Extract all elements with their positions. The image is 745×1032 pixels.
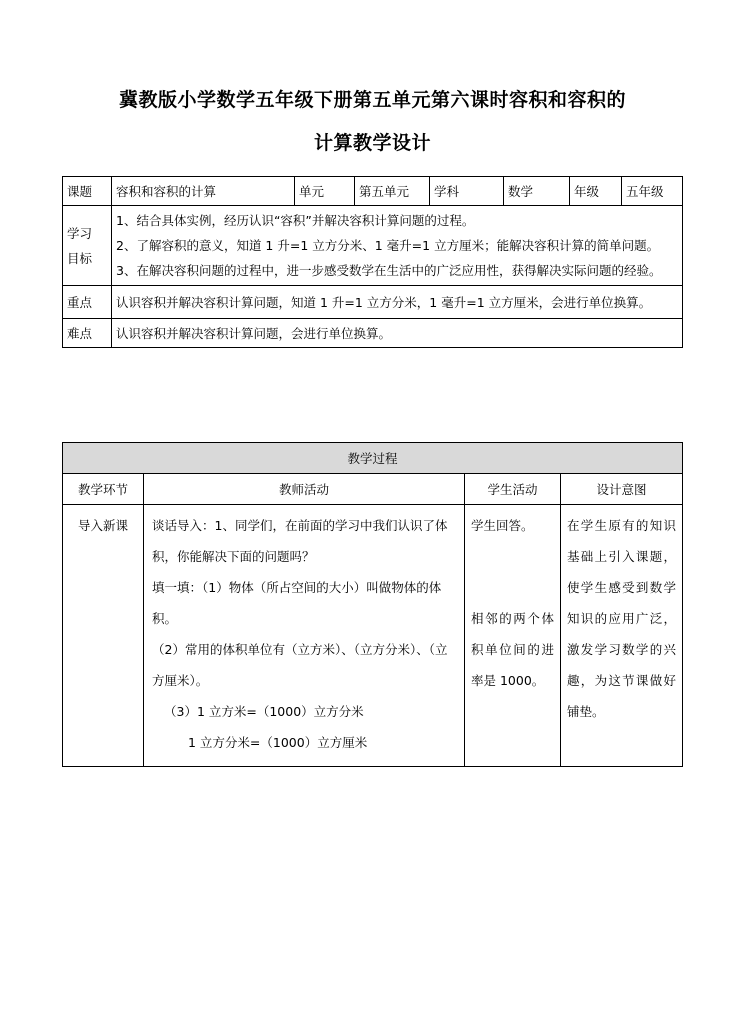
topic-value: 容积和容积的计算 <box>112 177 295 206</box>
teacher-paragraph: （2）常用的体积单位有（立方米）、（立方分米）、（立方厘米）。 <box>152 642 448 688</box>
teacher-paragraph: 1 立方分米=（1000）立方厘米 <box>188 735 368 750</box>
student-paragraph: 学生回答。 <box>471 518 534 533</box>
info-row-key <box>63 286 683 319</box>
goals-value <box>112 206 683 286</box>
teaching-process-table <box>62 442 683 767</box>
info-row-difficulty <box>63 319 683 348</box>
subject-label: 学科 <box>430 177 504 206</box>
info-row-goals <box>63 206 683 286</box>
student-activity-cell <box>465 505 561 767</box>
column-header-student: 学生活动 <box>465 474 561 505</box>
goal-item: 1、结合具体实例，经历认识“容积”并解决容积计算问题的过程。 <box>116 213 475 228</box>
difficulty-value: 认识容积并解决容积计算问题，会进行单位换算。 <box>112 319 683 348</box>
goals-label-line-2: 目标 <box>67 250 93 266</box>
topic-label: 课题 <box>63 177 112 206</box>
teacher-paragraph: 填一填：（1）物体（所占空间的大小）叫做物体的体积。 <box>152 580 442 626</box>
goals-label-line-1: 学习 <box>67 225 93 241</box>
teacher-activity-cell <box>144 505 465 767</box>
key-value: 认识容积并解决容积计算问题，知道 1 升=1 立方分米，1 毫升=1 立方厘米，会进行单位换算。 <box>112 286 683 319</box>
process-row-intro <box>63 505 683 767</box>
document-title-line-2: 计算教学设计 <box>313 132 431 154</box>
teacher-paragraph: 谈话导入：1、同学们，在前面的学习中我们认识了体积，你能解决下面的问题吗？ <box>152 518 448 564</box>
design-intent-cell <box>561 505 683 767</box>
unit-label: 单元 <box>295 177 355 206</box>
unit-value: 第五单元 <box>355 177 430 206</box>
info-row-topic <box>63 177 683 206</box>
process-column-headers <box>63 474 683 505</box>
column-header-step: 教学环节 <box>63 474 144 505</box>
difficulty-label: 难点 <box>63 319 112 348</box>
lesson-info-table <box>62 176 683 348</box>
step-cell: 导入新课 <box>63 505 144 767</box>
grade-value: 五年级 <box>622 177 683 206</box>
teacher-paragraph: （3）1 立方米=（1000）立方分米 <box>164 704 364 719</box>
process-header: 教学过程 <box>63 443 683 474</box>
goal-item: 2、了解容积的意义，知道 1 升=1 立方分米、1 毫升=1 立方厘米；能解决容积计算的简单问题。 <box>116 238 660 253</box>
key-label: 重点 <box>63 286 112 319</box>
goals-label <box>63 206 112 286</box>
grade-label: 年级 <box>570 177 622 206</box>
column-header-intent: 设计意图 <box>561 474 683 505</box>
student-paragraph: 相邻的两个体积单位间的进率是 1000。 <box>471 611 554 688</box>
intent-paragraph: 在学生原有的知识基础上引入课题，使学生感受到数学知识的应用广泛，激发学习数学的兴趣，为这节课做好铺垫。 <box>567 518 677 719</box>
goal-item: 3、在解决容积问题的过程中，进一步感受数学在生活中的广泛应用性，获得解决实际问题的经验。 <box>116 263 662 278</box>
column-header-teacher: 教师活动 <box>144 474 465 505</box>
document-title-line-1: 冀教版小学数学五年级下册第五单元第六课时容积和容积的 <box>118 89 626 111</box>
subject-value: 数学 <box>504 177 570 206</box>
